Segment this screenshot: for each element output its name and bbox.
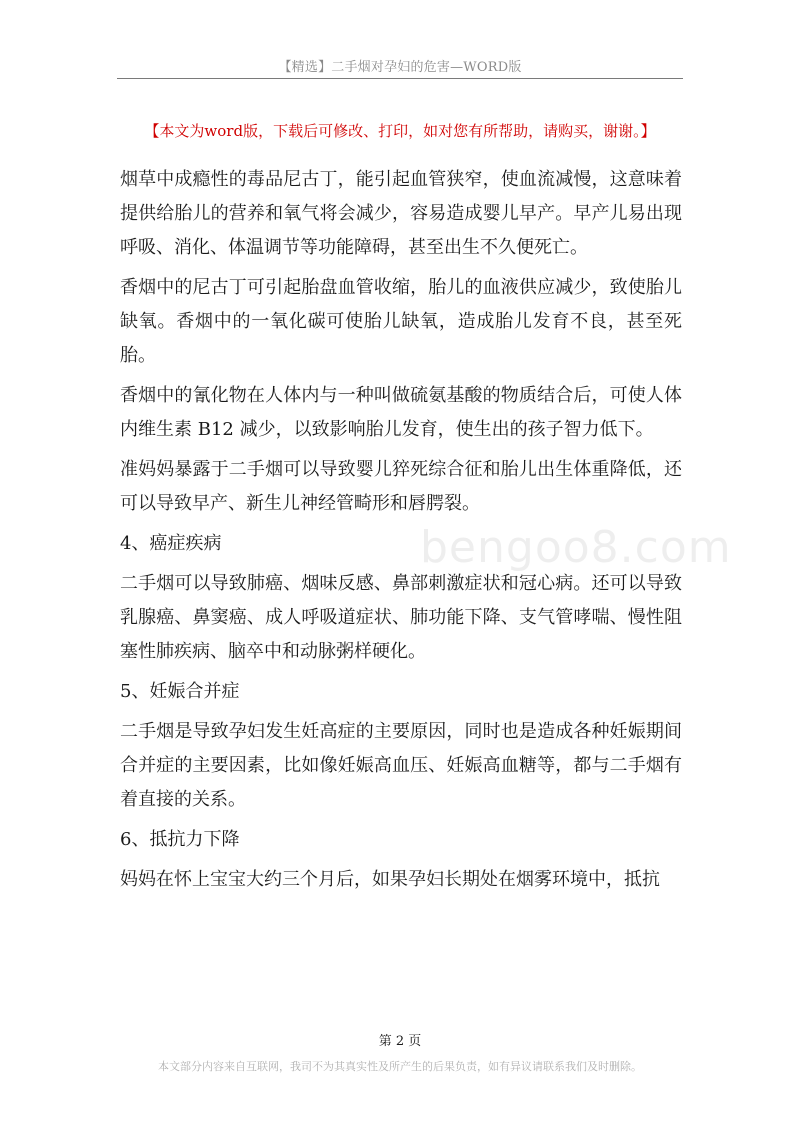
section-heading-cancer: 4、癌症疾病 [120, 533, 222, 554]
site-watermark: bengoo8.com [420, 522, 732, 573]
page-header-title: 【精选】二手烟对孕妇的危害—WORD版 [278, 60, 522, 75]
paragraph-secondhand-exposure: 准妈妈暴露于二手烟可以导致婴儿猝死综合征和胎儿出生体重降低，还可以导致早产、新生儿神经管畸形和唇腭裂。 [120, 459, 682, 514]
download-notice: 【本文为word版，下载后可修改、打印，如对您有所帮助，请购买，谢谢。】 [144, 122, 656, 140]
document-body [120, 163, 682, 903]
paragraph-complications: 二手烟是导致孕妇发生妊高症的主要原因，同时也是造成各种妊娠期间合并症的主要因素，比如像妊娠高血压、妊娠高血糖等，都与二手烟有着直接的关系。 [120, 721, 682, 810]
paragraph-cancer: 二手烟可以导致肺癌、烟味反感、鼻部刺激症状和冠心病。还可以导致乳腺癌、鼻窦癌、成人呼吸道症状、肺功能下降、支气管哮喘、慢性阻塞性肺疾病、脑卒中和动脉粥样硬化。 [120, 573, 682, 662]
footer-disclaimer: 本文部分内容来自互联网，我司不为其真实性及所产生的后果负责，如有异议请联系我们及时删除。 [158, 1060, 642, 1073]
header-divider [117, 78, 683, 79]
section-heading-immunity: 6、抵抗力下降 [120, 829, 240, 850]
paragraph-cyanide: 香烟中的氰化物在人体内与一种叫做硫氨基酸的物质结合后，可使人体内维生素 B12 减少，以致影响胎儿发育，使生出的孩子智力低下。 [120, 385, 682, 440]
section-heading-complications: 5、妊娠合并症 [120, 681, 240, 702]
page-number: 第 2 页 [378, 1034, 422, 1049]
paragraph-nicotine-vessels: 烟草中成瘾性的毒品尼古丁，能引起血管狭窄，使血流减慢，这意味着提供给胎儿的营养和氧气将会减少，容易造成婴儿早产。早产儿易出现呼吸、消化、体温调节等功能障碍，甚至出生不久便死亡。 [120, 169, 682, 258]
paragraph-placenta: 香烟中的尼古丁可引起胎盘血管收缩，胎儿的血液供应减少，致使胎儿缺氧。香烟中的一氧化碳可使胎儿缺氧，造成胎儿发育不良，甚至死胎。 [120, 277, 682, 366]
paragraph-immunity: 妈妈在怀上宝宝大约三个月后，如果孕妇长期处在烟雾环境中，抵抗 [120, 869, 660, 890]
